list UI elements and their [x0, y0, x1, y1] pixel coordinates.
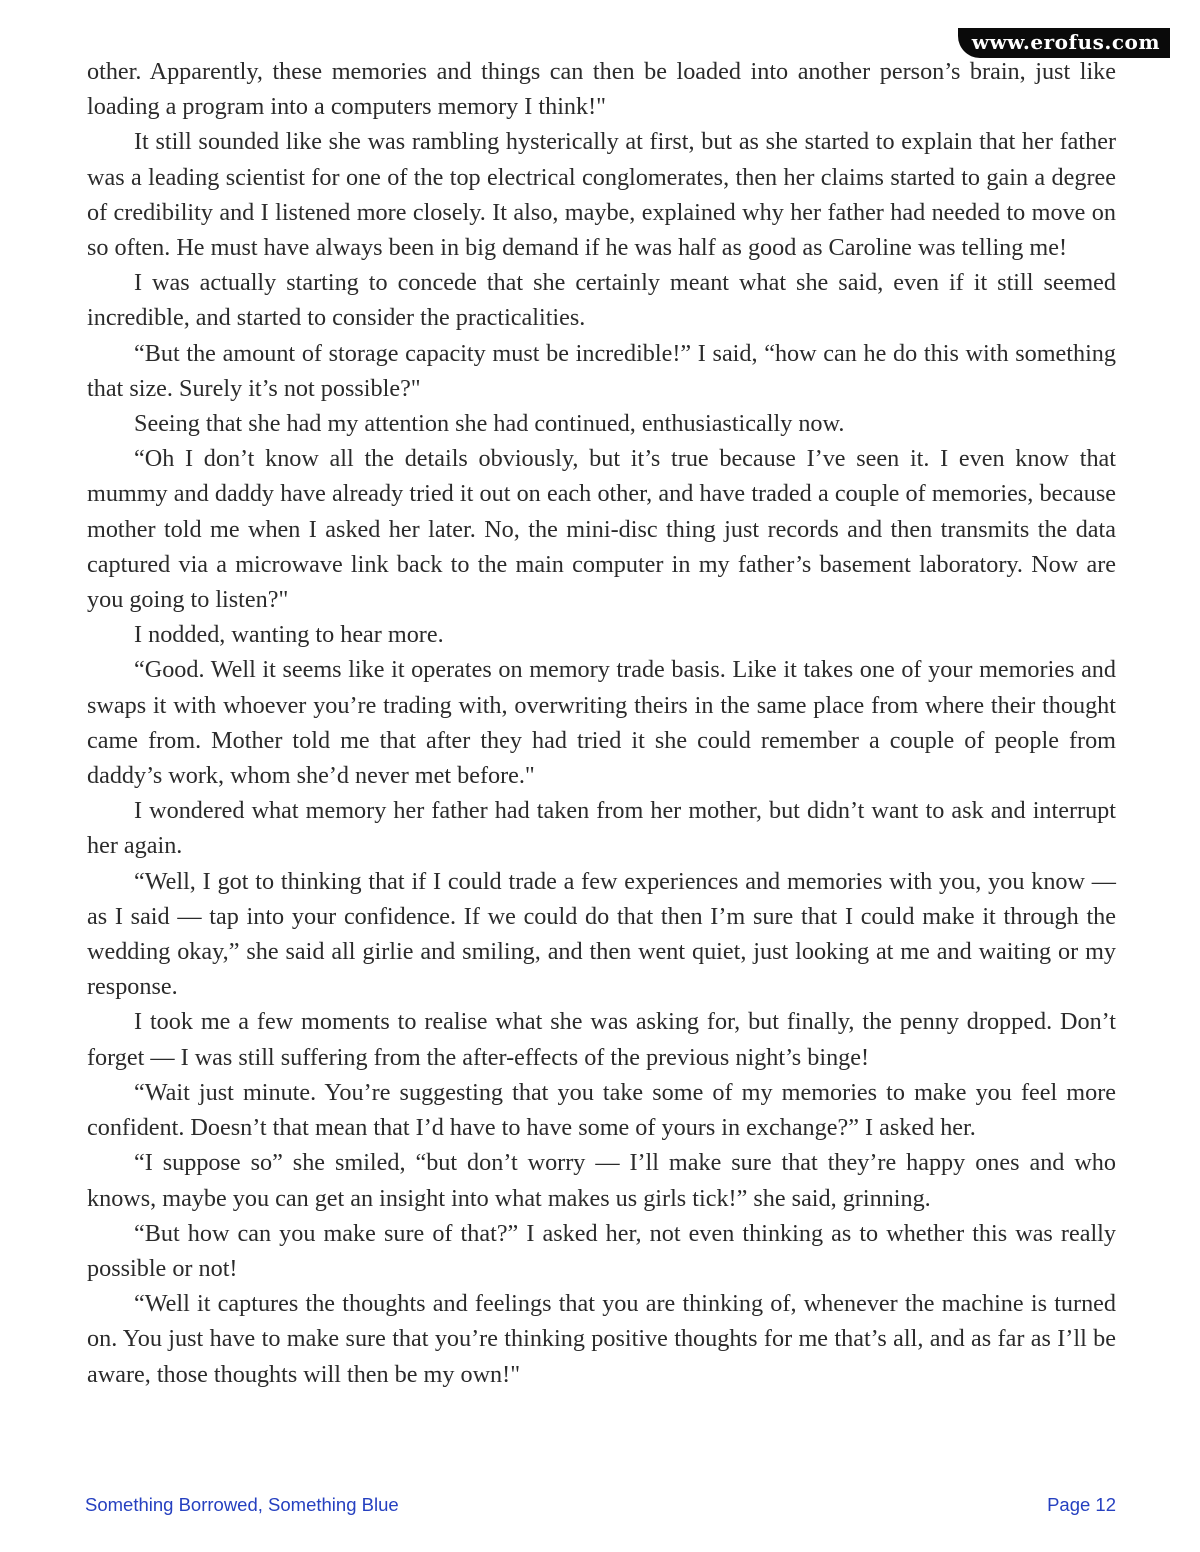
paragraph-9: I wondered what memory her father had taken from her mother, but didn’t want to ask and interrupt her again. — [87, 797, 1116, 860]
paragraph-12: “Wait just minute. You’re suggesting that you take some of my memories to make you feel more confident. Doesn’t that mean that I’d have to have some of yours in exchange?” I asked her. — [87, 1078, 1116, 1142]
paragraph-5: Seeing that she had my attention she had continued, enthusiastically now. — [134, 410, 845, 438]
paragraph-8: “Good. Well it seems like it operates on memory trade basis. Like it takes one of your memories and swaps it with whoever you’re trading with, overwriting theirs in the same place from where their thought came from. Mother told me that after they had tried it she could remember a couple of people from daddy’s work, whom she’d never met before." — [87, 656, 1116, 790]
paragraph-2: It still sounded like she was rambling hysterically at first, but as she started to explain that her father was a leading scientist for one of the top electrical conglomerates, then her claims started to gain a degree of credibility and I listened more closely. It also, maybe, explained why her father had needed to move on so often. He must have always been in big demand if he was half as good as Caroline was telling me! — [87, 128, 1116, 262]
paragraph-1: other. Apparently, these memories and things can then be loaded into another person’s brain, just like loading a program into a computers memory I think!" — [87, 58, 1116, 121]
paragraph-11: I took me a few moments to realise what she was asking for, but finally, the penny dropped. Don’t forget — I was still suffering from the after-effects of the previous night’s binge! — [87, 1008, 1116, 1071]
paragraph-3: I was actually starting to concede that she certainly meant what she said, even if it still seemed incredible, and started to consider the practicalities. — [87, 269, 1116, 332]
page-footer — [85, 1494, 1116, 1516]
paragraph-4: “But the amount of storage capacity must be incredible!” I said, “how can he do this with something that size. Surely it’s not possible?" — [87, 339, 1116, 402]
paragraph-14: “But how can you make sure of that?” I asked her, not even thinking as to whether this was really possible or not! — [87, 1219, 1116, 1282]
footer-book-title: Something Borrowed, Something Blue — [85, 1494, 399, 1515]
footer-page-number: Page 12 — [1047, 1494, 1116, 1515]
watermark-logo: www.erofus.com — [958, 28, 1170, 58]
paragraph-15: “Well it captures the thoughts and feelings that you are thinking of, whenever the machine is turned on. You just have to make sure that you’re thinking positive thoughts for me that’s all, and as far as I’ll be aware, those thoughts will then be my own!" — [87, 1290, 1116, 1388]
page-body — [87, 54, 1116, 1392]
paragraph-6: “Oh I don’t know all the details obviously, but it’s true because I’ve seen it. I even know that mummy and daddy have already tried it out on each other, and have traded a couple of memories, because mother told me when I asked her later. No, the mini-disc thing just records and then transmits the data captured via a microwave link back to the main computer in my father’s basement laboratory. Now are you going to listen?" — [87, 445, 1116, 614]
paragraph-7: I nodded, wanting to hear more. — [134, 621, 444, 649]
paragraph-13: “I suppose so” she smiled, “but don’t worry — I’ll make sure that they’re happy ones and who knows, maybe you can get an insight into what makes us girls tick!” she said, grinning. — [87, 1149, 1116, 1212]
paragraph-10: “Well, I got to thinking that if I could trade a few experiences and memories with you, you know — as I said — tap into your confidence. If we could do that then I’m sure that I could make it through the wedding okay,” she said all girlie and smiling, and then went quiet, just looking at me and waiting or my response. — [87, 867, 1116, 1001]
